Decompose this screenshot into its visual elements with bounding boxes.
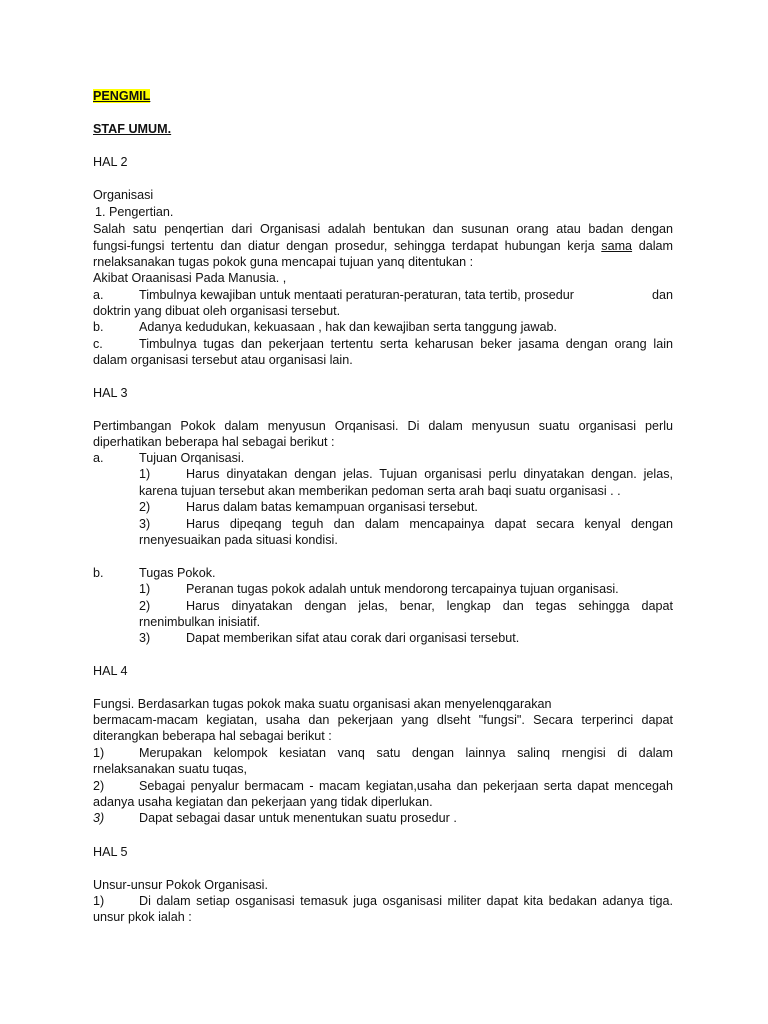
hal3-b-title: Tugas Pokok.	[139, 566, 216, 580]
list-item-continuation: dalam organisasi tersebut atau organisasi lain.	[93, 353, 353, 367]
list-item-continuation: rnelaksanakan suatu tuqas,	[93, 762, 248, 776]
list-label: a.	[93, 451, 104, 465]
list-number: 1)	[93, 894, 105, 908]
hal3-intro-line2: diperhatikan beberapa hal sebagai berikut :	[93, 435, 335, 449]
sublist-continuation: rnenimbulkan inisiatif.	[139, 615, 261, 629]
hal3-intro-line1: Pertimbangan Pokok dalam menyusun Orqanisasi. Di dalam menyusun suatu organisasi perlu	[93, 419, 673, 433]
list-item-text-end: dan	[652, 288, 674, 302]
hal2-para-line3: rnelaksanakan tugas pokok guna mencapai tujuan yanq ditentukan :	[93, 255, 474, 269]
sublist-text: Harus dipeqang teguh dan dalam mencapainya dapat secara kenyal dengan	[186, 517, 673, 531]
list-item-continuation: doktrin yang dibuat oleh organisasi tersebut.	[93, 304, 341, 318]
sublist-number: 3)	[139, 517, 151, 531]
list-item-text: Timbulnya kewajiban untuk mentaati peraturan-peraturan, tata tertib, prosedur	[139, 288, 574, 302]
sublist-number: 3)	[139, 631, 151, 645]
list-item-text: Adanya kedudukan, kekuasaan , hak dan kewajiban serta tanggung jawab.	[139, 320, 557, 334]
list-item-text: Dapat sebagai dasar untuk menentukan suatu prosedur .	[139, 811, 457, 825]
list-item-continuation: adanya usaha kegiatan dan pekerjaan yang tidak diperlukan.	[93, 795, 433, 809]
hal4-line2: bermacam-macam kegiatan, usaha dan pekerjaan yang dlseht "fungsi". Secara terperinci dapat	[93, 713, 673, 727]
hal2-akibat: Akibat Oraanisasi Pada Manusia. ,	[93, 271, 287, 285]
document-subtitle: STAF UMUM.	[93, 122, 172, 136]
sublist-number: 1)	[139, 582, 151, 596]
hal4-line1: Fungsi. Berdasarkan tugas pokok maka suatu organisasi akan menyelenqgarakan	[93, 697, 552, 711]
list-label: a.	[93, 288, 104, 302]
list-number: 2)	[93, 779, 105, 793]
list-label: b.	[93, 320, 104, 334]
hal2-point1: 1. Pengertian.	[95, 205, 174, 219]
sublist-number: 1)	[139, 467, 151, 481]
title-highlight: PENGMIL	[93, 89, 151, 103]
list-number: 1)	[93, 746, 105, 760]
underlined-word: sama	[601, 239, 633, 253]
hal2-para-line2-b: dalam	[638, 239, 674, 253]
section-heading-hal3: HAL 3	[93, 386, 128, 400]
section-heading-hal4: HAL 4	[93, 664, 128, 678]
sublist-text: Harus dinyatakan dengan jelas, benar, lengkap dan tegas sehingga dapat	[186, 599, 673, 613]
hal2-topic: Organisasi	[93, 188, 154, 202]
hal2-para-line2-a: fungsi-fungsi tertentu dan diatur dengan prosedur, sehingga terdapat hubungan kerja	[93, 239, 595, 253]
sublist-continuation: rnenyesuaikan pada situasi kondisi.	[139, 533, 338, 547]
list-item-continuation: unsur pkok ialah :	[93, 910, 192, 924]
sublist-text: Harus dinyatakan dengan jelas. Tujuan organisasi perlu dinyatakan dengan. jelas,	[186, 467, 673, 481]
document-title	[93, 88, 150, 104]
list-item-text: Timbulnya tugas dan pekerjaan tertentu serta keharusan beker jasama dengan orang lain	[139, 337, 673, 351]
list-label: c.	[93, 337, 103, 351]
hal2-para-line2	[93, 238, 673, 254]
list-item-text: Di dalam setiap osganisasi temasuk juga osganisasi militer dapat kita bedakan adanya tiga.	[139, 894, 673, 908]
hal4-line3: diterangkan beberapa hal sebagai berikut :	[93, 729, 332, 743]
sublist-continuation: karena tujuan tersebut akan memberikan pedoman serta arah baqi suatu organisasi . .	[139, 484, 621, 498]
list-item-text: Sebagai penyalur bermacam - macam kegiatan,usaha dan pekerjaan serta dapat mencegah	[139, 779, 673, 793]
list-label: b.	[93, 566, 104, 580]
section-heading-hal2: HAL 2	[93, 155, 128, 169]
sublist-number: 2)	[139, 599, 151, 613]
hal3-a-title: Tujuan Orqanisasi.	[139, 451, 245, 465]
hal2-para-line1: Salah satu penqertian dari Organisasi adalah bentukan dan susunan orang atau badan dengan	[93, 222, 673, 236]
section-heading-hal5: HAL 5	[93, 845, 128, 859]
sublist-text: Dapat memberikan sifat atau corak dari organisasi tersebut.	[186, 631, 520, 645]
sublist-number: 2)	[139, 500, 151, 514]
list-item-text: Merupakan kelompok kesiatan vanq satu dengan lainnya salinq rnengisi di dalam	[139, 746, 673, 760]
list-number: 3)	[93, 811, 105, 825]
hal5-topic: Unsur-unsur Pokok Organisasi.	[93, 878, 268, 892]
sublist-text: Peranan tugas pokok adalah untuk mendorong tercapainya tujuan organisasi.	[186, 582, 619, 596]
sublist-text: Harus dalam batas kemampuan organisasi tersebut.	[186, 500, 478, 514]
